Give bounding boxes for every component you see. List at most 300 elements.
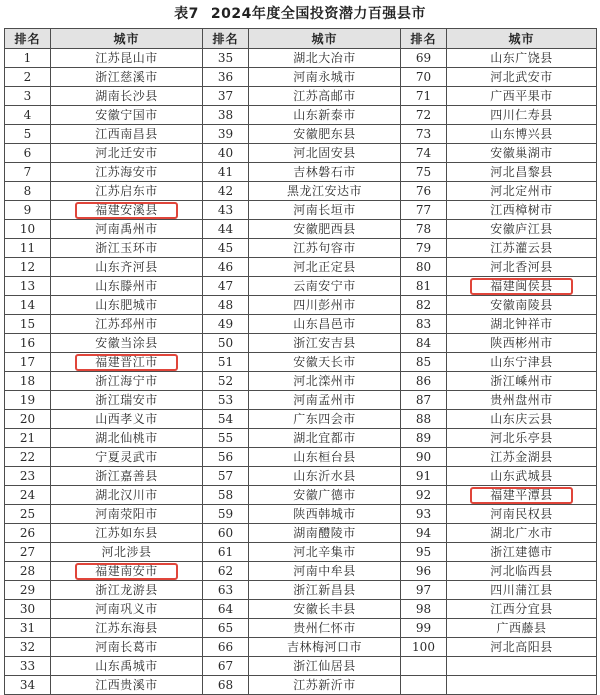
- rank-cell: 20: [5, 410, 51, 429]
- city-cell: [51, 144, 203, 163]
- rank-cell: 66: [203, 638, 249, 657]
- rank-cell: 14: [5, 296, 51, 315]
- empty-cell: [401, 657, 447, 676]
- city-name: 江苏如东县: [95, 526, 158, 540]
- city-name: 湖北仙桃市: [95, 431, 158, 445]
- rank-cell: 92: [401, 486, 447, 505]
- rank-cell: 51: [203, 353, 249, 372]
- city-cell: [249, 49, 401, 68]
- city-name: 安徽宁国市: [95, 108, 158, 122]
- city-name: 河北武安市: [490, 70, 553, 84]
- city-name: 山东庆云县: [490, 412, 553, 426]
- table-row: [5, 638, 597, 657]
- city-cell: [447, 239, 597, 258]
- table-row: [5, 315, 597, 334]
- table-row: [5, 524, 597, 543]
- city-cell: [51, 619, 203, 638]
- table-row: [5, 201, 597, 220]
- city-name: 宁夏灵武市: [95, 450, 158, 464]
- rank-cell: 94: [401, 524, 447, 543]
- city-name: 山西孝义市: [95, 412, 158, 426]
- city-name: 山东宁津县: [490, 355, 553, 369]
- city-name: 河南长垣市: [293, 203, 356, 217]
- city-cell: [447, 106, 597, 125]
- city-name: 河北正定县: [293, 260, 356, 274]
- rank-cell: 77: [401, 201, 447, 220]
- header-row: [5, 29, 597, 49]
- rank-cell: 39: [203, 125, 249, 144]
- city-cell: [51, 182, 203, 201]
- city-cell: [51, 220, 203, 239]
- city-name: 江西分宜县: [490, 602, 553, 616]
- highlighted-city-name: 福建安溪县: [75, 202, 178, 219]
- highlighted-city-name: 福建闽侯县: [470, 278, 573, 295]
- rank-cell: 15: [5, 315, 51, 334]
- rank-cell: 22: [5, 448, 51, 467]
- city-cell: [447, 524, 597, 543]
- city-name: 江苏新沂市: [293, 678, 356, 692]
- city-name: 湖南醴陵市: [293, 526, 356, 540]
- city-name: 河北迁安市: [95, 146, 158, 160]
- city-cell: [447, 600, 597, 619]
- rank-cell: 95: [401, 543, 447, 562]
- rank-cell: 57: [203, 467, 249, 486]
- city-name: 云南安宁市: [293, 279, 356, 293]
- rank-cell: 96: [401, 562, 447, 581]
- city-cell: [51, 391, 203, 410]
- city-name: 河北固安县: [293, 146, 356, 160]
- city-cell: [249, 258, 401, 277]
- city-cell: [51, 201, 203, 220]
- city-name: 湖北广水市: [490, 526, 553, 540]
- table-row: [5, 429, 597, 448]
- city-name: 广西平果市: [490, 89, 553, 103]
- city-cell: [51, 543, 203, 562]
- city-cell: [51, 562, 203, 581]
- rank-cell: 67: [203, 657, 249, 676]
- rank-cell: 54: [203, 410, 249, 429]
- rank-cell: 29: [5, 581, 51, 600]
- empty-cell: [401, 676, 447, 695]
- city-cell: [51, 429, 203, 448]
- city-cell: [51, 581, 203, 600]
- city-name: 广东四会市: [293, 412, 356, 426]
- city-cell: [249, 353, 401, 372]
- rank-cell: 3: [5, 87, 51, 106]
- rank-cell: 71: [401, 87, 447, 106]
- city-cell: [447, 372, 597, 391]
- rank-cell: 85: [401, 353, 447, 372]
- rank-cell: 11: [5, 239, 51, 258]
- city-cell: [447, 505, 597, 524]
- city-cell: [51, 486, 203, 505]
- city-name: 广西藤县: [496, 621, 547, 635]
- table-row: [5, 296, 597, 315]
- city-cell: [447, 182, 597, 201]
- table-row: [5, 391, 597, 410]
- table-row: [5, 125, 597, 144]
- city-name: 浙江慈溪市: [95, 70, 158, 84]
- city-cell: [447, 87, 597, 106]
- rank-cell: 21: [5, 429, 51, 448]
- city-name: 浙江龙游县: [95, 583, 158, 597]
- rank-cell: 81: [401, 277, 447, 296]
- city-cell: [51, 334, 203, 353]
- rank-header: 排名: [5, 29, 51, 49]
- city-cell: [249, 391, 401, 410]
- city-name: 吉林磐石市: [293, 165, 356, 179]
- rank-cell: 7: [5, 163, 51, 182]
- city-name: 河南民权县: [490, 507, 553, 521]
- highlighted-city-name: 福建南安市: [75, 563, 178, 580]
- rank-cell: 68: [203, 676, 249, 695]
- city-name: 河北高阳县: [490, 640, 553, 654]
- rank-cell: 60: [203, 524, 249, 543]
- city-cell: [447, 467, 597, 486]
- city-name: 贵州盘州市: [490, 393, 553, 407]
- rank-cell: 42: [203, 182, 249, 201]
- rank-cell: 49: [203, 315, 249, 334]
- city-cell: [249, 448, 401, 467]
- rank-cell: 75: [401, 163, 447, 182]
- city-name: 山东桓台县: [293, 450, 356, 464]
- table-row: [5, 505, 597, 524]
- rank-cell: 91: [401, 467, 447, 486]
- table-row: [5, 182, 597, 201]
- rank-cell: 13: [5, 277, 51, 296]
- rank-cell: 72: [401, 106, 447, 125]
- city-name: 浙江嵊州市: [490, 374, 553, 388]
- table-title-text: 2024年度全国投资潜力百强县市: [210, 6, 426, 22]
- table-row: [5, 144, 597, 163]
- city-cell: [51, 125, 203, 144]
- city-name: 江苏高邮市: [293, 89, 356, 103]
- rank-cell: 61: [203, 543, 249, 562]
- city-cell: [51, 372, 203, 391]
- city-name: 湖北钟祥市: [490, 317, 553, 331]
- city-name: 浙江仙居县: [293, 659, 356, 673]
- rank-cell: 10: [5, 220, 51, 239]
- city-cell: [447, 486, 597, 505]
- rank-cell: 4: [5, 106, 51, 125]
- rank-cell: 98: [401, 600, 447, 619]
- rank-cell: 65: [203, 619, 249, 638]
- city-cell: [249, 163, 401, 182]
- table-row: [5, 106, 597, 125]
- city-cell: [249, 600, 401, 619]
- rank-cell: 53: [203, 391, 249, 410]
- city-name: 山东禹城市: [95, 659, 158, 673]
- city-name: 山东广饶县: [490, 51, 553, 65]
- rank-cell: 97: [401, 581, 447, 600]
- table-row: [5, 334, 597, 353]
- rank-cell: 38: [203, 106, 249, 125]
- rank-cell: 24: [5, 486, 51, 505]
- rank-cell: 5: [5, 125, 51, 144]
- rank-cell: 2: [5, 68, 51, 87]
- rank-cell: 35: [203, 49, 249, 68]
- city-cell: [447, 638, 597, 657]
- city-cell: [249, 68, 401, 87]
- table-row: [5, 163, 597, 182]
- rank-cell: 90: [401, 448, 447, 467]
- city-cell: [51, 524, 203, 543]
- rank-header: 排名: [401, 29, 447, 49]
- rank-cell: 17: [5, 353, 51, 372]
- city-name: 河南中牟县: [293, 564, 356, 578]
- rank-cell: 23: [5, 467, 51, 486]
- table-row: [5, 258, 597, 277]
- rank-cell: 83: [401, 315, 447, 334]
- rank-cell: 58: [203, 486, 249, 505]
- city-cell: [447, 562, 597, 581]
- city-name: 山东滕州市: [95, 279, 158, 293]
- rank-cell: 18: [5, 372, 51, 391]
- rank-header: 排名: [203, 29, 249, 49]
- city-cell: [51, 163, 203, 182]
- table-row: [5, 562, 597, 581]
- city-cell: [51, 657, 203, 676]
- city-name: 江苏海安市: [95, 165, 158, 179]
- rank-cell: 100: [401, 638, 447, 657]
- city-cell: [249, 182, 401, 201]
- city-cell: [249, 505, 401, 524]
- city-cell: [447, 581, 597, 600]
- city-cell: [249, 201, 401, 220]
- city-cell: [447, 315, 597, 334]
- rank-cell: 82: [401, 296, 447, 315]
- city-name: 江苏东海县: [95, 621, 158, 635]
- rank-cell: 63: [203, 581, 249, 600]
- rank-cell: 56: [203, 448, 249, 467]
- city-name: 江苏邳州市: [95, 317, 158, 331]
- city-header: 城市: [249, 29, 401, 49]
- rank-cell: 86: [401, 372, 447, 391]
- city-cell: [249, 638, 401, 657]
- city-cell: [447, 144, 597, 163]
- city-name: 河南永城市: [293, 70, 356, 84]
- rank-cell: 50: [203, 334, 249, 353]
- city-name: 浙江瑞安市: [95, 393, 158, 407]
- table-number: 表7: [174, 6, 199, 22]
- city-cell: [447, 277, 597, 296]
- city-cell: [249, 125, 401, 144]
- city-cell: [51, 353, 203, 372]
- city-name: 山东昌邑市: [293, 317, 356, 331]
- city-name: 浙江安吉县: [293, 336, 356, 350]
- city-cell: [51, 68, 203, 87]
- city-cell: [51, 277, 203, 296]
- city-name: 黑龙江安达市: [286, 184, 362, 198]
- city-name: 江西贵溪市: [95, 678, 158, 692]
- city-cell: [249, 372, 401, 391]
- rank-cell: 78: [401, 220, 447, 239]
- city-cell: [447, 429, 597, 448]
- city-cell: [51, 258, 203, 277]
- city-cell: [447, 353, 597, 372]
- city-name: 湖北宜都市: [293, 431, 356, 445]
- city-name: 河南长葛市: [95, 640, 158, 654]
- city-cell: [249, 562, 401, 581]
- city-name: 江苏昆山市: [95, 51, 158, 65]
- city-cell: [249, 543, 401, 562]
- rank-cell: 6: [5, 144, 51, 163]
- rank-cell: 52: [203, 372, 249, 391]
- city-cell: [51, 315, 203, 334]
- city-cell: [249, 410, 401, 429]
- city-cell: [249, 106, 401, 125]
- rank-cell: 9: [5, 201, 51, 220]
- city-name: 湖北大冶市: [293, 51, 356, 65]
- city-name: 江苏金湖县: [490, 450, 553, 464]
- city-cell: [51, 87, 203, 106]
- rank-cell: 28: [5, 562, 51, 581]
- rank-cell: 36: [203, 68, 249, 87]
- city-name: 陕西韩城市: [293, 507, 356, 521]
- rank-cell: 37: [203, 87, 249, 106]
- city-cell: [249, 277, 401, 296]
- table-row: [5, 676, 597, 695]
- city-name: 河南巩义市: [95, 602, 158, 616]
- table-title: [0, 0, 600, 28]
- rank-cell: 47: [203, 277, 249, 296]
- city-name: 江苏灌云县: [490, 241, 553, 255]
- rank-cell: 25: [5, 505, 51, 524]
- empty-cell: [447, 657, 597, 676]
- city-cell: [447, 258, 597, 277]
- table-row: [5, 277, 597, 296]
- city-name: 陕西彬州市: [490, 336, 553, 350]
- table-row: [5, 581, 597, 600]
- city-cell: [249, 676, 401, 695]
- city-name: 安徽肥东县: [293, 127, 356, 141]
- city-header: 城市: [51, 29, 203, 49]
- city-cell: [249, 87, 401, 106]
- city-cell: [249, 315, 401, 334]
- city-cell: [447, 163, 597, 182]
- city-name: 安徽肥西县: [293, 222, 356, 236]
- rank-cell: 26: [5, 524, 51, 543]
- rank-cell: 73: [401, 125, 447, 144]
- rank-cell: 46: [203, 258, 249, 277]
- city-cell: [447, 410, 597, 429]
- table-row: [5, 372, 597, 391]
- table-row: [5, 600, 597, 619]
- rank-cell: 27: [5, 543, 51, 562]
- city-cell: [51, 49, 203, 68]
- city-name: 河南孟州市: [293, 393, 356, 407]
- city-name: 河北定州市: [490, 184, 553, 198]
- city-name: 安徽广德市: [293, 488, 356, 502]
- city-name: 河北昌黎县: [490, 165, 553, 179]
- rank-cell: 45: [203, 239, 249, 258]
- city-cell: [249, 486, 401, 505]
- city-cell: [447, 296, 597, 315]
- rank-cell: 19: [5, 391, 51, 410]
- rank-cell: 48: [203, 296, 249, 315]
- city-name: 山东齐河县: [95, 260, 158, 274]
- city-name: 江苏句容市: [293, 241, 356, 255]
- city-name: 浙江建德市: [490, 545, 553, 559]
- city-name: 安徽当涂县: [95, 336, 158, 350]
- city-cell: [51, 467, 203, 486]
- table-row: [5, 448, 597, 467]
- city-cell: [249, 220, 401, 239]
- table-row: [5, 543, 597, 562]
- city-name: 河北辛集市: [293, 545, 356, 559]
- rank-cell: 70: [401, 68, 447, 87]
- table-row: [5, 410, 597, 429]
- city-header: 城市: [447, 29, 597, 49]
- table-row: [5, 239, 597, 258]
- rank-cell: 31: [5, 619, 51, 638]
- city-cell: [447, 68, 597, 87]
- rank-cell: 34: [5, 676, 51, 695]
- city-name: 四川仁寿县: [490, 108, 553, 122]
- rank-cell: 43: [203, 201, 249, 220]
- city-name: 浙江玉环市: [95, 241, 158, 255]
- table-row: [5, 657, 597, 676]
- rank-cell: 62: [203, 562, 249, 581]
- city-cell: [447, 334, 597, 353]
- rank-cell: 79: [401, 239, 447, 258]
- rank-cell: 89: [401, 429, 447, 448]
- city-name: 湖南长沙县: [95, 89, 158, 103]
- city-name: 河北乐亭县: [490, 431, 553, 445]
- city-name: 山东肥城市: [95, 298, 158, 312]
- city-name: 山东博兴县: [490, 127, 553, 141]
- table-row: [5, 68, 597, 87]
- city-name: 安徽天长市: [293, 355, 356, 369]
- city-cell: [249, 657, 401, 676]
- city-cell: [51, 505, 203, 524]
- city-name: 河北滦州市: [293, 374, 356, 388]
- rank-cell: 69: [401, 49, 447, 68]
- city-name: 吉林梅河口市: [286, 640, 362, 654]
- city-name: 江苏启东市: [95, 184, 158, 198]
- city-cell: [447, 619, 597, 638]
- table-row: [5, 486, 597, 505]
- table-row: [5, 353, 597, 372]
- city-name: 江西南昌县: [95, 127, 158, 141]
- city-name: 安徽巢湖市: [490, 146, 553, 160]
- empty-cell: [447, 676, 597, 695]
- city-cell: [249, 581, 401, 600]
- city-name: 河北临西县: [490, 564, 553, 578]
- city-cell: [447, 391, 597, 410]
- rank-cell: 93: [401, 505, 447, 524]
- rank-cell: 59: [203, 505, 249, 524]
- rank-cell: 41: [203, 163, 249, 182]
- city-cell: [51, 600, 203, 619]
- city-name: 河南禹州市: [95, 222, 158, 236]
- city-cell: [249, 429, 401, 448]
- city-name: 河南荥阳市: [95, 507, 158, 521]
- table-row: [5, 619, 597, 638]
- rank-cell: 76: [401, 182, 447, 201]
- city-cell: [51, 296, 203, 315]
- city-name: 安徽长丰县: [293, 602, 356, 616]
- rank-cell: 33: [5, 657, 51, 676]
- city-cell: [249, 296, 401, 315]
- city-cell: [249, 239, 401, 258]
- rank-cell: 40: [203, 144, 249, 163]
- city-cell: [447, 125, 597, 144]
- table-row: [5, 467, 597, 486]
- city-cell: [51, 676, 203, 695]
- city-name: 贵州仁怀市: [293, 621, 356, 635]
- city-cell: [249, 334, 401, 353]
